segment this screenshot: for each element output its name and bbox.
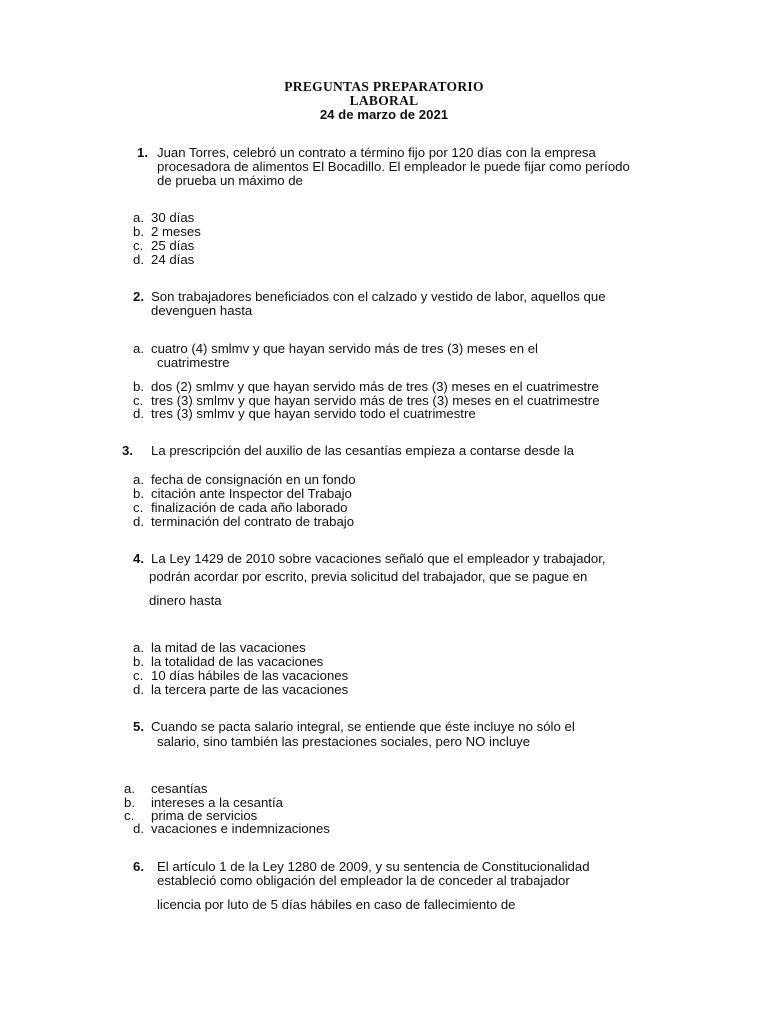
question-number: 3.: [122, 443, 133, 458]
option-text: intereses a la cesantía: [151, 795, 283, 810]
question-text: El artículo 1 de la Ley 1280 de 2009, y su sentencia de Constitucionalidad: [157, 859, 590, 874]
option-text: tres (3) smlmv y que hayan servido más de tres (3) meses en el cuatrimestre: [151, 393, 600, 408]
question-text: Son trabajadores beneficiados con el calzado y vestido de labor, aquellos que: [151, 289, 606, 304]
option-letter: d.: [133, 514, 144, 529]
option-text: 25 días: [151, 238, 195, 253]
option-letter: c.: [124, 808, 135, 823]
option-text: dos (2) smlmv y que hayan servido más de tres (3) meses en el cuatrimestre: [151, 379, 599, 394]
question-number: 2.: [133, 289, 144, 304]
option-text: 2 meses: [151, 224, 201, 239]
question-text: podrán acordar por escrito, previa solicitud del trabajador, que se pague en: [149, 569, 588, 584]
option-text: 30 días: [151, 210, 195, 225]
option-letter: c.: [133, 238, 144, 253]
question-text: La prescripción del auxilio de las cesantías empieza a contarse desde la: [151, 443, 574, 458]
option-text: la mitad de las vacaciones: [151, 640, 306, 655]
option-letter: a.: [124, 781, 135, 796]
option-text: 24 días: [151, 252, 195, 267]
option-letter: b.: [133, 654, 144, 669]
option-letter: b.: [124, 795, 135, 810]
option-text: cesantías: [151, 781, 208, 796]
question-number: 6.: [133, 859, 144, 874]
question-text: licencia por luto de 5 días hábiles en caso de fallecimiento de: [157, 897, 516, 912]
question-number: 1.: [137, 145, 148, 160]
question-text: dinero hasta: [149, 593, 222, 608]
option-text: vacaciones e indemnizaciones: [151, 821, 330, 836]
option-text: la tercera parte de las vacaciones: [151, 682, 349, 697]
option-letter: a.: [133, 640, 144, 655]
option-text: cuatro (4) smlmv y que hayan servido más de tres (3) meses en el: [151, 341, 538, 356]
option-letter: a.: [133, 341, 144, 356]
document-title: PREGUNTAS PREPARATORIO: [284, 79, 484, 94]
question-text: devenguen hasta: [151, 303, 253, 318]
question-text: Cuando se pacta salario integral, se entiende que éste incluye no sólo el: [151, 719, 575, 734]
option-text: fecha de consignación en un fondo: [151, 472, 356, 487]
option-text: terminación del contrato de trabajo: [151, 514, 355, 529]
option-letter: c.: [133, 393, 144, 408]
option-letter: b.: [133, 486, 144, 501]
option-text: finalización de cada año laborado: [151, 500, 348, 515]
option-letter: d.: [133, 682, 144, 697]
question-text: procesadora de alimentos El Bocadillo. El empleador le puede fijar como período: [157, 159, 630, 174]
question-number: 4.: [133, 551, 144, 566]
question-number: 5.: [133, 719, 144, 734]
option-letter: b.: [133, 224, 144, 239]
option-letter: d.: [133, 252, 144, 267]
option-text-continued: cuatrimestre: [157, 355, 230, 370]
option-text: citación ante Inspector del Trabajo: [151, 486, 352, 501]
option-letter: d.: [133, 821, 144, 836]
option-letter: a.: [133, 210, 144, 225]
option-letter: d.: [133, 406, 144, 421]
document-subtitle: LABORAL: [349, 93, 419, 108]
question-text: Juan Torres, celebró un contrato a término fijo por 120 días con la empresa: [157, 145, 596, 160]
option-letter: c.: [133, 668, 144, 683]
option-text: la totalidad de las vacaciones: [151, 654, 324, 669]
question-text: salario, sino también las prestaciones sociales, pero NO incluye: [157, 734, 531, 749]
option-letter: a.: [133, 472, 144, 487]
question-text: La Ley 1429 de 2010 sobre vacaciones señaló que el empleador y trabajador,: [151, 551, 606, 566]
question-text: estableció como obligación del empleador la de conceder al trabajador: [157, 873, 570, 888]
option-letter: b.: [133, 379, 144, 394]
document-date: 24 de marzo de 2021: [319, 107, 449, 122]
question-text: de prueba un máximo de: [157, 173, 303, 188]
option-text: prima de servicios: [151, 808, 258, 823]
option-text: 10 días hábiles de las vacaciones: [151, 668, 349, 683]
option-letter: c.: [133, 500, 144, 515]
option-text: tres (3) smlmv y que hayan servido todo el cuatrimestre: [151, 406, 476, 421]
